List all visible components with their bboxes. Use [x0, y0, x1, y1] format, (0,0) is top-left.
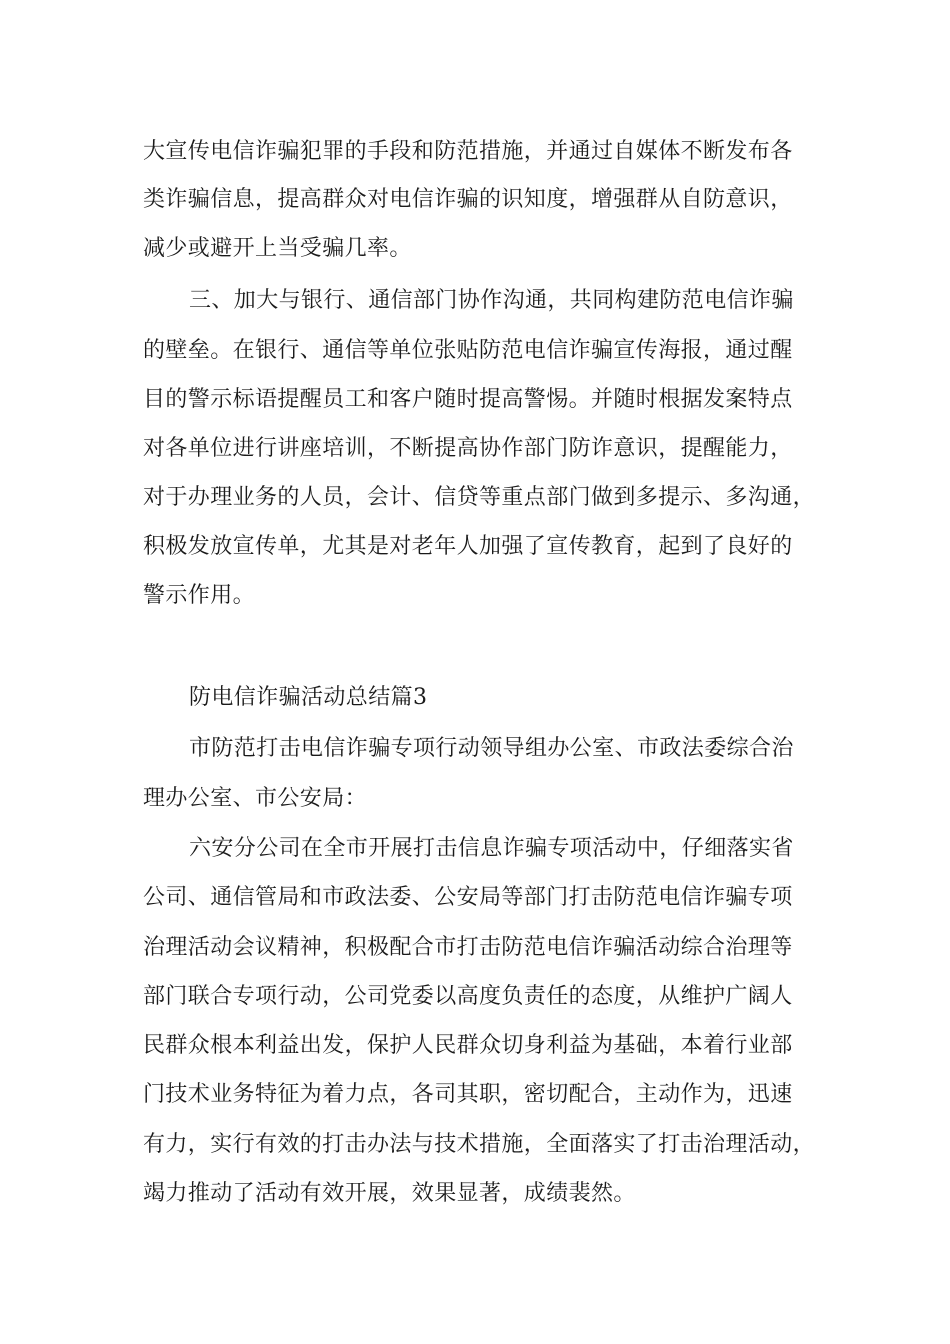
paragraph-4-line-3: 治理活动会议精神，积极配合市打击防范电信诈骗活动综合治理等: [143, 935, 793, 960]
paragraph-4-line-1: 六安分公司在全市开展打击信息诈骗专项活动中，仔细落实省: [189, 836, 794, 861]
section-heading: 防电信诈骗活动总结篇3: [189, 685, 428, 710]
paragraph-4-line-2: 公司、通信管局和市政法委、公安局等部门打击防范电信诈骗专项: [143, 885, 793, 910]
paragraph-4-line-8: 竭力推动了活动有效开展，效果显著，成绩裴然。: [143, 1181, 636, 1206]
paragraph-2-line-7: 警示作用。: [143, 583, 256, 608]
paragraph-1-line-3: 减少或避开上当受骗几率。: [143, 236, 412, 261]
paragraph-4-line-7: 有力，实行有效的打击办法与技术措施，全面落实了打击治理活动，: [143, 1132, 816, 1157]
paragraph-3-line-2: 理办公室、市公安局：: [143, 786, 368, 811]
paragraph-2-line-6: 积极发放宣传单，尤其是对老年人加强了宣传教育，起到了良好的: [143, 534, 793, 559]
paragraph-4-line-5: 民群众根本利益出发，保护人民群众切身利益为基础，本着行业部: [143, 1033, 793, 1058]
paragraph-2-line-5: 对于办理业务的人员，会计、信贷等重点部门做到多提示、多沟通，: [143, 485, 816, 510]
paragraph-1-line-1: 大宣传电信诈骗犯罪的手段和防范措施，并通过自媒体不断发布各: [143, 139, 793, 164]
paragraph-2-line-2: 的壁垒。在银行、通信等单位张贴防范电信诈骗宣传海报，通过醒: [143, 338, 793, 363]
paragraph-2-line-4: 对各单位进行讲座培训，不断提高协作部门防诈意识，提醒能力，: [143, 436, 793, 461]
paragraph-2-line-1: 三、加大与银行、通信部门协作沟通，共同构建防范电信诈骗: [189, 288, 794, 313]
paragraph-1-line-2: 类诈骗信息，提高群众对电信诈骗的识知度，增强群从自防意识，: [143, 187, 793, 212]
paragraph-4-line-4: 部门联合专项行动，公司党委以高度负责任的态度，从维护广阔人: [143, 984, 793, 1009]
paragraph-2-line-3: 目的警示标语提醒员工和客户随时提高警惕。并随时根据发案特点: [143, 387, 793, 412]
paragraph-3-line-1: 市防范打击电信诈骗专项行动领导组办公室、市政法委综合治: [189, 736, 794, 761]
paragraph-4-line-6: 门技术业务特征为着力点，各司其职，密切配合，主动作为，迅速: [143, 1082, 793, 1107]
